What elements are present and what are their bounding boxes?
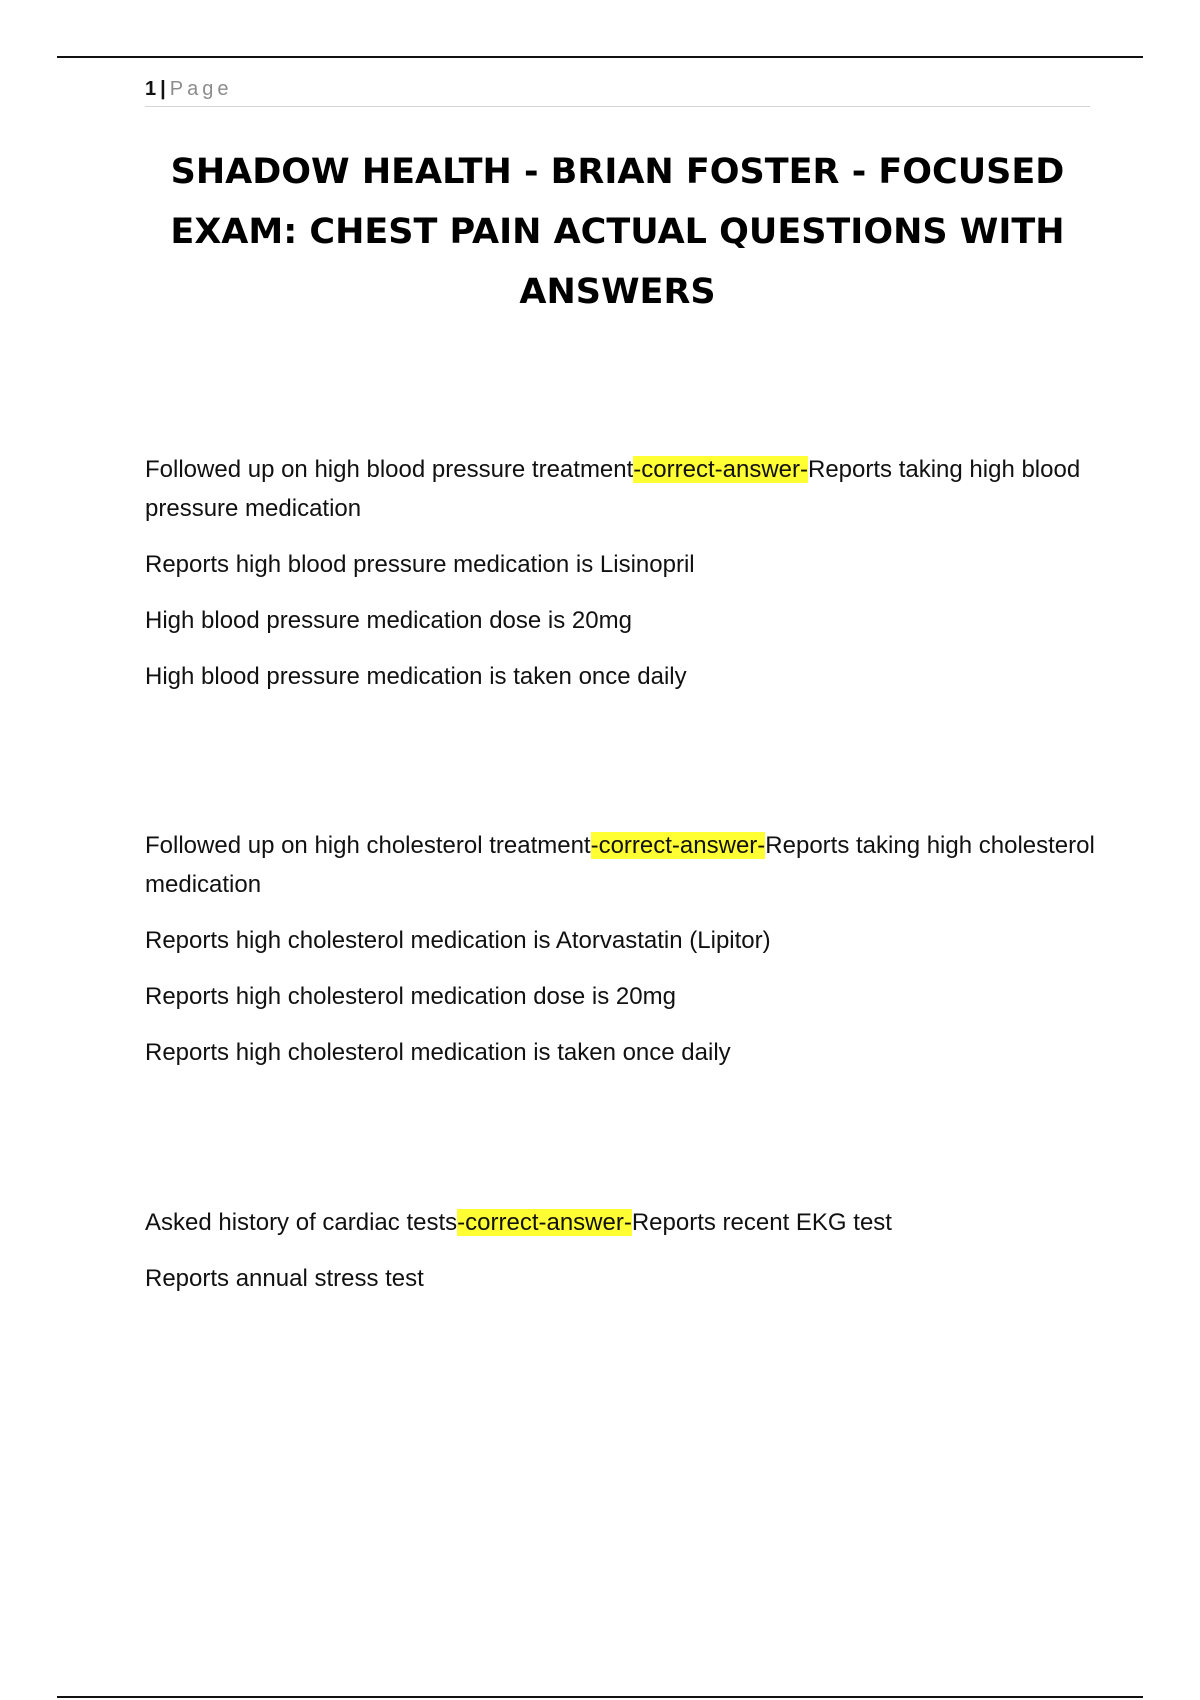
question-text: Followed up on high cholesterol treatment [145, 832, 591, 859]
answer-detail: High blood pressure medication dose is 20mg [145, 607, 632, 634]
question-text: Asked history of cardiac tests [145, 1209, 458, 1236]
answer-detail: Reports high cholesterol medication is Atorvastatin (Lipitor) [145, 927, 771, 954]
correct-answer-marker: -correct-answer- [590, 832, 766, 859]
page-header [145, 74, 1090, 107]
answer-detail: Reports high blood pressure medication is Lisinopril [145, 551, 695, 578]
page-separator: | [160, 78, 166, 100]
bottom-rule [57, 1696, 1143, 1698]
qa-question-line [145, 826, 1105, 904]
qa-section-cholesterol [145, 826, 1105, 1089]
answer-text: Reports taking high cholesterol medication [145, 832, 1095, 898]
answer-text: Reports taking high blood pressure medication [145, 456, 1081, 522]
document-title: SHADOW HEALTH - BRIAN FOSTER - FOCUSED EXAM: CHEST PAIN ACTUAL QUESTIONS WITH ANSWERS [170, 152, 1065, 312]
answer-detail: High blood pressure medication is taken once daily [145, 663, 687, 690]
correct-answer-marker: -correct-answer- [633, 456, 808, 483]
answer-detail: Reports high cholesterol medication dose is 20mg [145, 983, 676, 1010]
page-label: Page [169, 78, 233, 100]
answer-text: Reports recent EKG test [631, 1209, 892, 1236]
qa-question-line [145, 450, 1105, 528]
answer-detail: Reports high cholesterol medication is taken once daily [145, 1039, 731, 1066]
answer-detail: Reports annual stress test [145, 1265, 424, 1292]
page-number: 1 [145, 78, 157, 100]
question-text: Followed up on high blood pressure treatment [145, 456, 634, 483]
qa-section-blood-pressure [145, 450, 1105, 713]
qa-question-line [145, 1203, 1105, 1242]
top-rule [57, 56, 1143, 58]
qa-section-cardiac-tests [145, 1203, 1105, 1315]
correct-answer-marker: -correct-answer- [457, 1209, 632, 1236]
